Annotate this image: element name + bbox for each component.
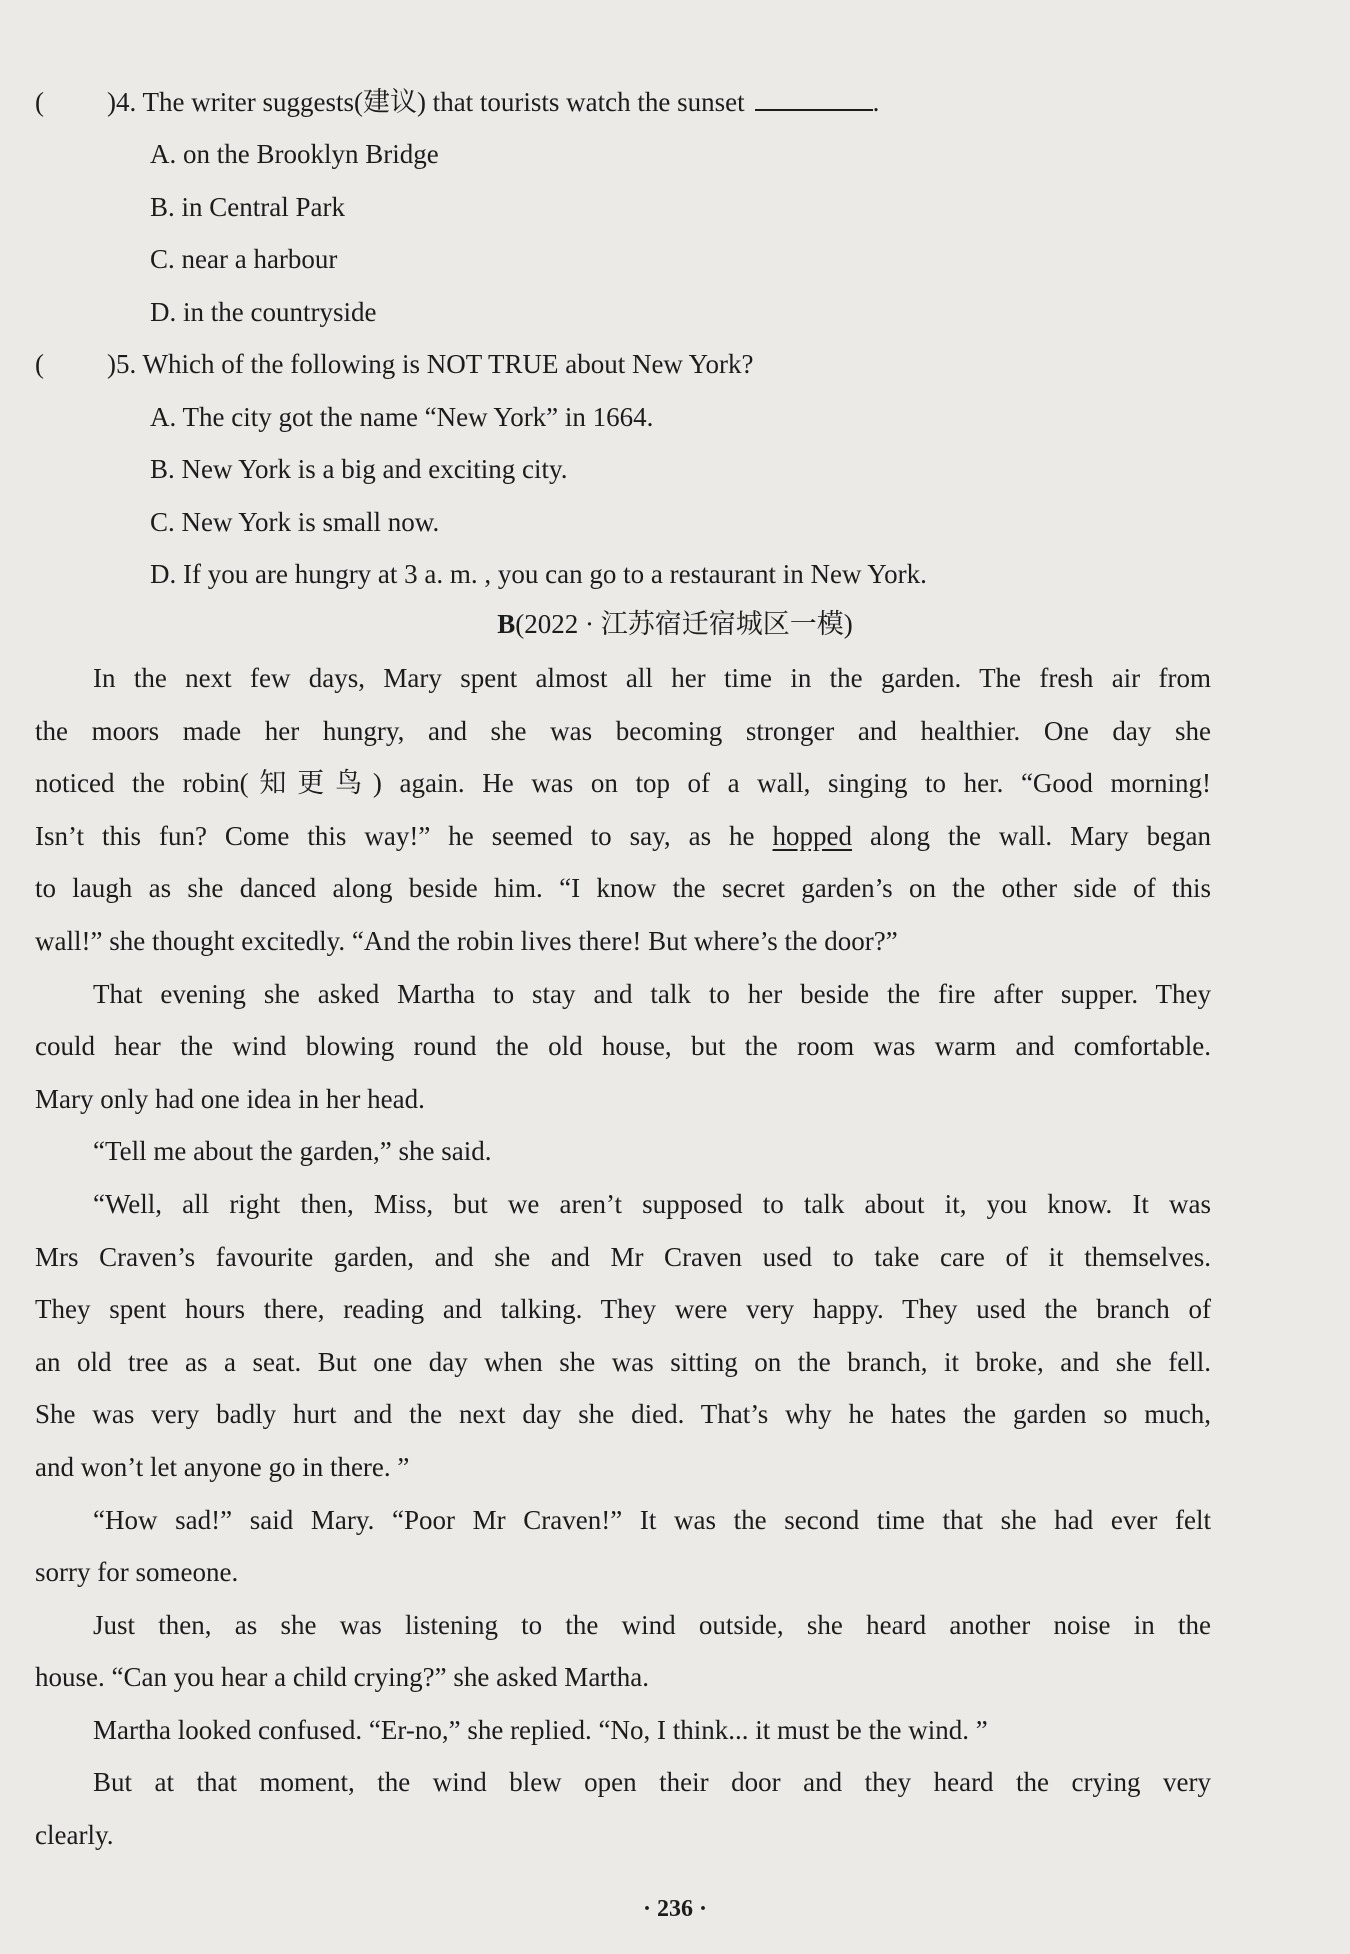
answer-bracket-4[interactable]: (	[35, 87, 44, 117]
question-4-option-a: A. on the Brooklyn Bridge	[150, 139, 439, 169]
passage-line: She was very badly hurt and the next day she died. That’s why he hates the garden so much,	[35, 1399, 1211, 1430]
answer-bracket-5[interactable]: (	[35, 349, 44, 379]
passage-line: Just then, as she was listening to the wind outside, she heard another noise in the	[93, 1609, 1211, 1640]
passage-line: noticed the robin(知更鸟) again. He was on top of a wall, singing to her. “Good morning!	[35, 768, 1211, 799]
question-4-period: .	[872, 87, 880, 117]
passage-line: Mrs Craven’s favourite garden, and she and Mr Craven used to take care of it themselves.	[35, 1241, 1211, 1272]
passage-line: house. “Can you hear a child crying?” she asked Martha.	[35, 1662, 650, 1693]
section-letter: B	[497, 609, 516, 639]
question-5-option-a: A. The city got the name “New York” in 1664.	[150, 402, 654, 432]
answer-blank	[755, 87, 873, 111]
question-5-option-b: B. New York is a big and exciting city.	[150, 454, 568, 484]
passage-line: clearly.	[35, 1820, 114, 1851]
underlined-word: hopped	[772, 820, 853, 851]
question-4-option-d: D. in the countryside	[150, 297, 377, 327]
passage-line: Mary only had one idea in her head.	[35, 1083, 425, 1114]
passage-line: Martha looked confused. “Er-no,” she replied. “No, I think... it must be the wind. ”	[93, 1714, 988, 1745]
passage-text: along the wall. Mary began	[870, 820, 1212, 851]
passage-line: and won’t let anyone go in there. ”	[35, 1451, 410, 1482]
question-5-option-c: C. New York is small now.	[150, 507, 440, 537]
question-4-option-c: C. near a harbour	[150, 244, 338, 274]
question-4-option-b: B. in Central Park	[150, 192, 345, 222]
passage-line: In the next few days, Mary spent almost all her time in the garden. The fresh air from	[93, 663, 1211, 693]
question-5-stem: )5. Which of the following is NOT TRUE about New York?	[107, 349, 754, 379]
page-number: · 236 ·	[642, 1896, 707, 1922]
question-5-option-d: D. If you are hungry at 3 a. m. , you can go to a restaurant in New York.	[150, 559, 927, 589]
section-source: (2022 · 江苏宿迁宿城区一模)	[515, 609, 853, 639]
passage-line: an old tree as a seat. But one day when she was sitting on the branch, it broke, and she fell.	[35, 1346, 1211, 1377]
passage-line	[35, 810, 1211, 863]
passage-line: sorry for someone.	[35, 1557, 239, 1588]
passage-line: They spent hours there, reading and talking. They were very happy. They used the branch of	[35, 1294, 1211, 1325]
passage-line: But at that moment, the wind blew open their door and they heard the crying very	[93, 1767, 1211, 1798]
section-heading	[0, 606, 1350, 642]
passage-line: “Well, all right then, Miss, but we aren’t supposed to talk about it, you know. It was	[93, 1188, 1211, 1219]
passage-line: the moors made her hungry, and she was becoming stronger and healthier. One day she	[35, 715, 1211, 746]
reading-passage	[35, 652, 1211, 1862]
question-4-stem: )4. The writer suggests(建议) that tourists watch the sunset	[107, 87, 745, 117]
passage-line: “Tell me about the garden,” she said.	[93, 1136, 492, 1167]
passage-text: Isn’t this fun? Come this way!” he seemed to say, as he	[35, 820, 755, 851]
passage-line: to laugh as she danced along beside him. “I know the secret garden’s on the other side of this	[35, 873, 1211, 904]
passage-line: “How sad!” said Mary. “Poor Mr Craven!” It was the second time that she had ever felt	[93, 1504, 1211, 1535]
passage-line: wall!” she thought excitedly. “And the robin lives there! But where’s the door?”	[35, 925, 898, 956]
passage-line: That evening she asked Martha to stay and talk to her beside the fire after supper. They	[93, 978, 1211, 1009]
passage-line: could hear the wind blowing round the old house, but the room was warm and comfortable.	[35, 1031, 1211, 1062]
